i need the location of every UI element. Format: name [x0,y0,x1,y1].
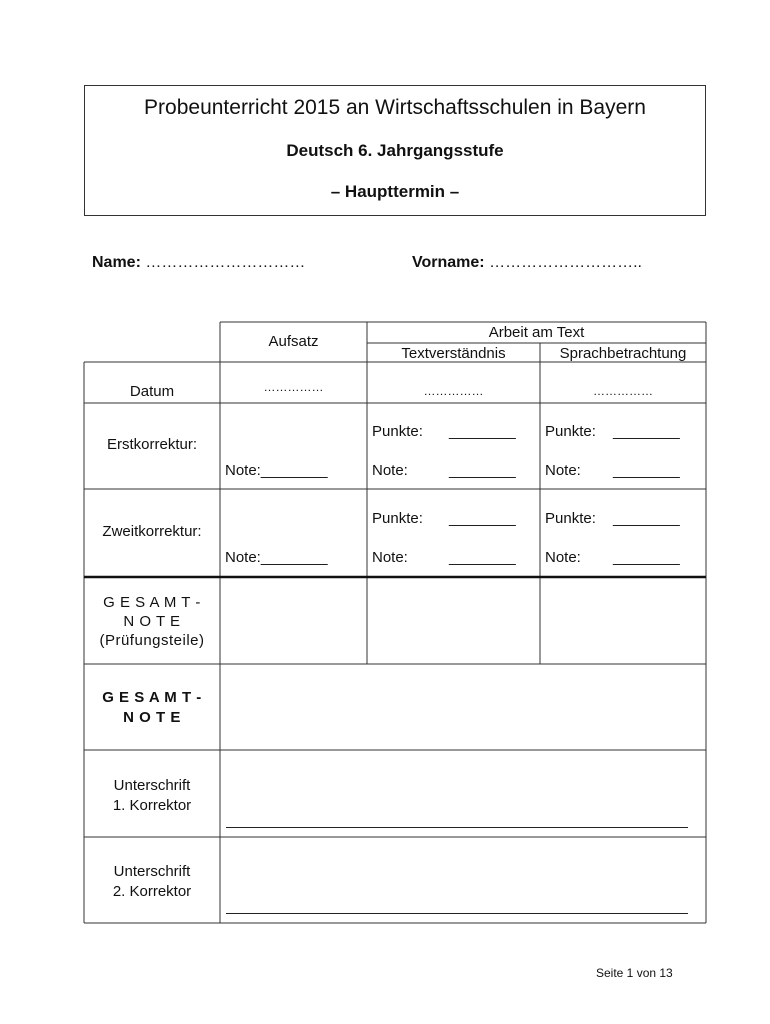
zweit-note-blank-sprache[interactable]: ________ [613,549,680,566]
row-label-gesamtnote-pruefungsteile [84,593,220,650]
row-label-unterschrift-1 [84,776,220,816]
document-subject: Deutsch 6. Jahrgangsstufe [286,141,504,160]
zweit-punkte-label-sprache: Punkte: [545,510,596,527]
document-term: – Haupttermin – [330,182,460,201]
col-header-textverstaendnis: Textverständnis [401,345,506,362]
gesamt-line-2: N O T E [123,613,181,630]
zweit-note-blank-text[interactable]: ________ [449,549,516,566]
zweit-punkte-blank-text[interactable]: ________ [449,510,516,527]
datum-textverstaendnis-field[interactable]: …………… [423,384,484,398]
erst-note-aufsatz[interactable]: Note:________ [225,462,328,479]
gesamtnote-line-1: G E S A M T - [102,689,202,706]
col-header-aufsatz: Aufsatz [268,333,319,350]
erst-note-label-sprache: Note: [545,462,581,479]
row-label-erstkorrektur: Erstkorrektur: [106,436,197,453]
zweit-note-label-sprache: Note: [545,549,581,566]
col-header-sprachbetrachtung: Sprachbetrachtung [559,345,687,362]
gesamt-line-1: G E S A M T - [103,594,201,611]
col-header-arbeit-am-text: Arbeit am Text [488,324,585,341]
vorname-label: Vorname: [412,254,485,271]
page-number: Seite 1 von 13 [596,966,673,980]
sig1-line-1: Unterschrift [113,777,191,794]
sig2-line-2: 2. Korrektor [112,883,192,900]
gesamtnote-line-2: N O T E [123,709,181,726]
erst-punkte-blank-sprache[interactable]: ________ [613,423,680,440]
datum-sprachbetrachtung-field[interactable]: …………… [593,384,653,398]
sig2-line-1: Unterschrift [113,863,191,880]
erst-note-blank-sprache[interactable]: ________ [613,462,680,479]
signature-line-1[interactable] [226,827,688,828]
zweit-note-label-text: Note: [372,549,408,566]
row-label-gesamtnote [84,688,220,728]
row-label-datum: Datum [129,383,175,400]
row-label-unterschrift-2 [84,862,220,902]
zweit-punkte-label-text: Punkte: [372,510,423,527]
name-label: Name: [92,254,141,271]
row-label-zweitkorrektur: Zweitkorrektur: [102,523,202,540]
erst-punkte-label-text: Punkte: [372,423,423,440]
datum-aufsatz-field[interactable]: …………… [263,380,324,394]
name-dots: ………………………… [145,254,306,271]
gesamt-line-3: (Prüfungsteile) [99,632,205,649]
sig1-line-2: 1. Korrektor [112,797,192,814]
erst-note-label-text: Note: [372,462,408,479]
erst-punkte-blank-text[interactable]: ________ [449,423,516,440]
erst-note-blank-text[interactable]: ________ [449,462,516,479]
zweit-punkte-blank-sprache[interactable]: ________ [613,510,680,527]
signature-line-2[interactable] [226,913,688,914]
zweit-note-aufsatz[interactable]: Note:________ [225,549,328,566]
document-title: Probeunterricht 2015 an Wirtschaftsschulen in Bayern [144,96,646,119]
erst-punkte-label-sprache: Punkte: [545,423,596,440]
vorname-dots: ……………………….. [489,254,642,271]
